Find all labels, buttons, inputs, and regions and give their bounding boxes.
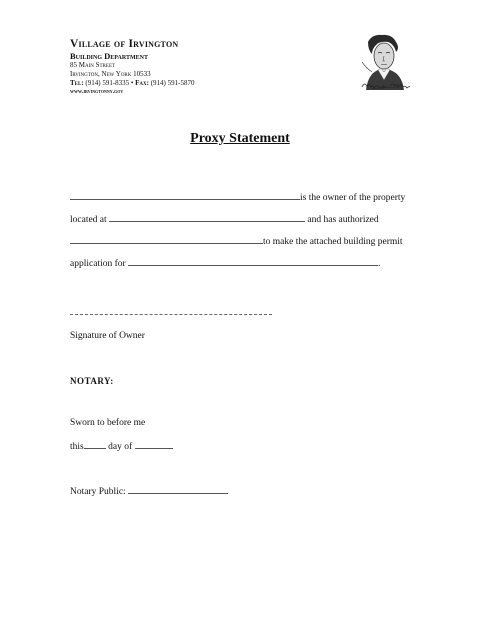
application-line <box>70 256 380 269</box>
owner-name-blank[interactable] <box>70 190 300 200</box>
tel-label: Tel: <box>70 79 84 87</box>
signature-mark <box>360 80 412 90</box>
sworn-text: Sworn to before me <box>70 418 146 428</box>
owner-signature-line <box>70 302 272 320</box>
this-label: this <box>70 442 84 452</box>
date-line <box>70 439 173 452</box>
contact-separator: • <box>130 79 134 87</box>
department-name: Building Department <box>70 51 148 61</box>
notary-public-label: Notary Public: <box>70 487 126 497</box>
application-period: . <box>378 259 381 269</box>
notary-public-line <box>70 484 228 497</box>
website: www.irvingtonny.gov <box>70 89 124 95</box>
notary-heading: NOTARY: <box>70 376 114 386</box>
day-blank[interactable] <box>84 439 106 449</box>
agent-line <box>70 234 403 247</box>
month-blank[interactable] <box>135 439 173 449</box>
contact-line <box>70 79 370 88</box>
address-city: Irvington, New York 10533 <box>70 70 151 78</box>
application-label: application for <box>70 259 126 269</box>
agent-line-text: to make the attached building permit <box>263 237 403 247</box>
agent-name-blank[interactable] <box>70 234 263 244</box>
application-blank[interactable] <box>128 256 378 266</box>
village-name: Village of Irvington <box>70 38 179 50</box>
fax-number: (914) 591-5870 <box>150 79 195 87</box>
signature-of-owner-label: Signature of Owner <box>70 331 145 341</box>
location-label: located at <box>70 215 107 225</box>
owner-line <box>70 190 405 203</box>
fax-label: Fax: <box>135 79 149 87</box>
location-blank[interactable] <box>109 212 305 222</box>
tel-number: (914) 591-8335 <box>85 79 130 87</box>
day-of-label: day of <box>108 442 133 452</box>
notary-public-blank[interactable] <box>128 484 228 494</box>
document-title: Proxy Statement <box>190 131 290 146</box>
address-street: 85 Main Street <box>70 61 116 69</box>
location-line <box>70 212 379 225</box>
owner-line-text: is the owner of the property <box>300 193 406 203</box>
letterhead <box>70 38 370 96</box>
authorized-text: and has authorized <box>307 215 379 225</box>
owner-signature-blank[interactable] <box>70 305 272 315</box>
